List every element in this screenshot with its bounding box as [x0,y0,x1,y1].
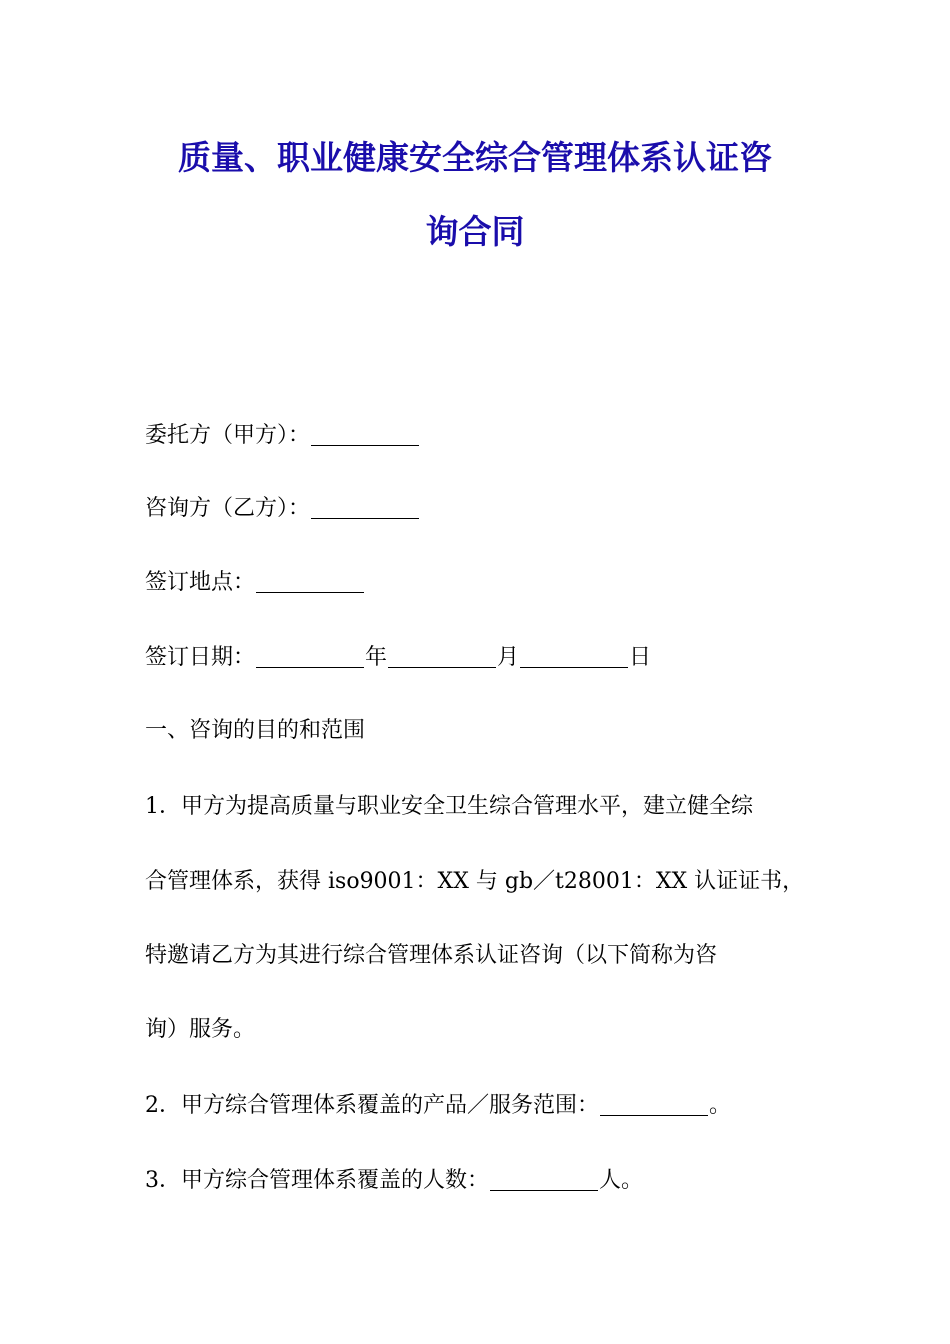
place-blank [256,591,364,593]
consultant-field [145,494,420,524]
date-label: 签订日期： [145,645,256,670]
client-blank [311,444,419,446]
day-label: 日 [629,645,652,670]
month-blank [388,666,496,668]
headcount-blank [490,1189,598,1191]
paragraph-3 [145,1166,643,1196]
document-title-line-2: 询合同 [425,212,525,251]
consultant-blank [311,517,419,519]
paragraph-2-end: 。 [709,1093,732,1118]
year-blank [256,666,364,668]
paragraph-2 [145,1091,731,1121]
month-label: 月 [497,645,520,670]
paragraph-2-text: 2．甲方综合管理体系覆盖的产品／服务范围： [145,1093,599,1118]
client-field [145,421,420,451]
section-heading: 一、咨询的目的和范围 [145,718,366,743]
paragraph-1-line-2: 合管理体系，获得 iso9001：XX 与 gb／t28001：XX 认证证书， [145,869,805,894]
day-blank [520,666,628,668]
consultant-label: 咨询方（乙方）： [145,496,311,521]
document-title-line-1: 质量、职业健康安全综合管理体系认证咨 [178,138,772,177]
paragraph-1-line-1: 1．甲方为提高质量与职业安全卫生综合管理水平，建立健全综 [145,794,753,819]
client-label: 委托方（甲方）： [145,423,311,448]
paragraph-1-line-4: 询）服务。 [145,1017,256,1042]
paragraph-3-end: 人。 [599,1168,644,1193]
year-label: 年 [365,645,388,670]
place-label: 签订地点： [145,570,256,595]
date-field [145,643,651,673]
paragraph-1-line-3: 特邀请乙方为其进行综合管理体系认证咨询（以下简称为咨 [145,943,718,968]
scope-blank [600,1114,708,1116]
place-field [145,568,365,598]
paragraph-3-text: 3．甲方综合管理体系覆盖的人数： [145,1168,489,1193]
